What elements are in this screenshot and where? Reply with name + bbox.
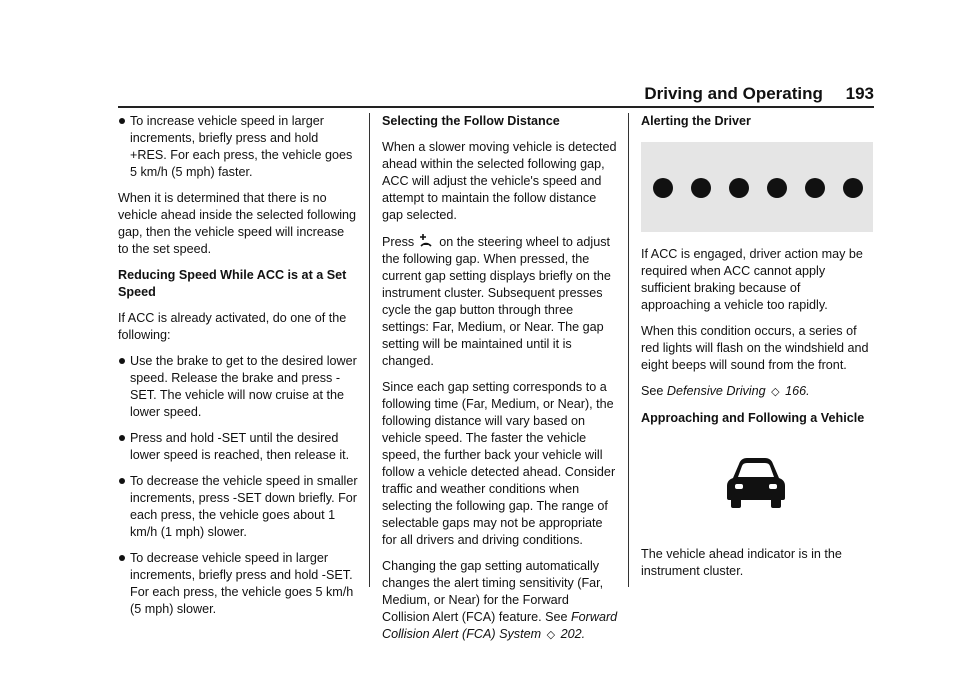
page-ref-icon: ◇ [771, 386, 780, 398]
paragraph-fca [382, 558, 618, 644]
defensive-driving-reference[interactable]: Defensive Driving [666, 384, 766, 398]
paragraph-red-lights: When this condition occurs, a series of red lights will flash on the windshield and eight beeps will sound from the front. [641, 324, 869, 372]
page-number: 193 [845, 84, 874, 103]
column-divider-right [628, 113, 629, 587]
paragraph-acc-activated: If ACC is already activated, do one of the following: [118, 311, 347, 342]
light-dot [767, 178, 787, 198]
paragraph-press-gap [382, 233, 618, 370]
light-dot [843, 178, 863, 198]
light-dot [653, 178, 673, 198]
header-rule [118, 106, 874, 108]
bullet-decrease-small: To decrease the vehicle speed in smaller increments, press -SET down briefly. For each press, the vehicle goes about 1 km/h (1 mph) slower. [118, 473, 358, 541]
paragraph-no-vehicle-ahead: When it is determined that there is no vehicle ahead inside the selected following gap, then the vehicle speed will increase to the set speed. [118, 191, 357, 256]
fca-text: Changing the gap setting automatically changes the alert timing sensitivity (Far, Medium, or Near) for the Forward Collision Alert (FCA) feature. See [382, 559, 604, 624]
column-right [641, 113, 873, 589]
section-heading-reducing-speed: Reducing Speed While ACC is at a Set Speed [118, 268, 347, 299]
bullet-decrease-large: To decrease vehicle speed in larger increments, briefly press and hold -SET. For each press, the vehicle goes 5 km/h (5 mph) slower. [118, 550, 358, 618]
bullet-increase-large: To increase vehicle speed in larger increments, briefly press and hold +RES. For each press, the vehicle goes 5 km/h (5 mph) faster. [118, 113, 358, 181]
following-gap-icon [418, 233, 434, 249]
defensive-driving-page-number[interactable]: 166. [785, 384, 810, 398]
windshield-lights-illustration [641, 142, 873, 232]
fca-reference[interactable]: Forward Collision Alert (FCA) System [382, 610, 618, 641]
red-lights-row [653, 178, 863, 198]
paragraph-indicator: The vehicle ahead indicator is in the instrument cluster. [641, 547, 842, 578]
chapter-title: Driving and Operating [644, 84, 823, 103]
light-dot [691, 178, 711, 198]
vehicle-ahead-icon [725, 456, 787, 508]
column-divider-left [369, 113, 370, 587]
press-word: Press [382, 235, 415, 249]
section-heading-follow-distance: Selecting the Follow Distance [382, 114, 560, 128]
page-header [644, 84, 874, 104]
page-ref-icon: ◇ [546, 629, 556, 641]
vehicle-ahead-illustration [641, 436, 873, 546]
see-word: See [641, 384, 664, 398]
light-dot [729, 178, 749, 198]
paragraph-gap-setting: Since each gap setting corresponds to a following time (Far, Medium, or Near), the following distance will vary based on vehicle speed. The faster the vehicle speed, the further back your vehicle will follow a vehicle detected ahead. Consider traffic and weather conditions when selecting the following gap. The range of selectable gaps may not be appropriate for all drivers and driving conditions. [382, 380, 616, 547]
bullet-press-hold-set: Press and hold -SET until the desired lower speed is reached, then release it. [118, 430, 358, 464]
paragraph-driver-action: If ACC is engaged, driver action may be required when ACC cannot apply sufficient braking because of approaching a vehicle too rapidly. [641, 247, 863, 312]
column-left [118, 113, 358, 627]
section-heading-approaching: Approaching and Following a Vehicle [641, 411, 865, 425]
column-middle [382, 113, 618, 653]
fca-page-number[interactable]: 202. [560, 627, 586, 641]
paragraph-see-defensive [641, 383, 873, 401]
section-heading-alerting: Alerting the Driver [641, 114, 751, 128]
press-gap-rest: on the steering wheel to adjust the following gap. When pressed, the current gap setting displays briefly on the instrument cluster. Subsequent presses cycle the gap button through three settings: Far, Medium, or Near. The gap setting will be maintained until it is changed. [382, 235, 611, 368]
paragraph-slower-vehicle: When a slower moving vehicle is detected ahead within the selected following gap, ACC will adjust the vehicle's speed and attempt to maintain the follow distance gap selected. [382, 140, 617, 222]
light-dot [805, 178, 825, 198]
bullet-use-brake: Use the brake to get to the desired lower speed. Release the brake and press -SET. The vehicle will now cruise at the lower speed. [118, 353, 358, 421]
